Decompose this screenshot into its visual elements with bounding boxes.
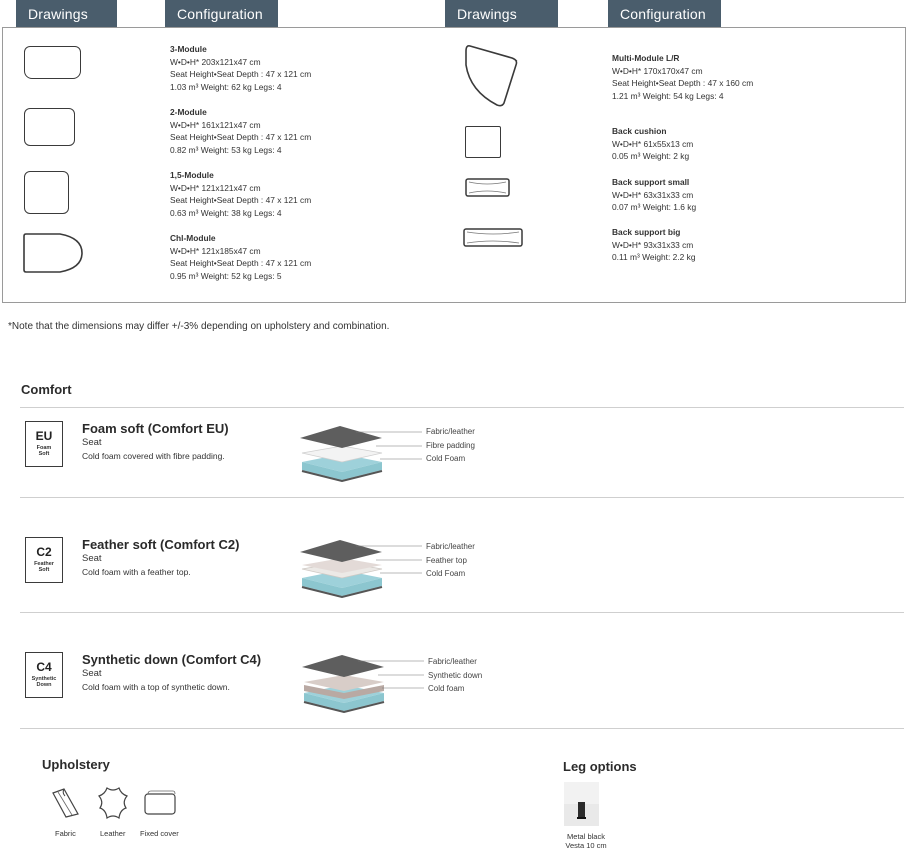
upholstery-heading: Upholstery: [42, 757, 110, 772]
fabric-icon: [50, 787, 82, 819]
foam-soft-layers-icon: [296, 420, 511, 482]
comfort-eu-badge: EU Foam Soft: [25, 421, 63, 467]
divider: [20, 497, 904, 498]
spec-one-five-module: 1,5-Module W•D•H* 121x121x47 cm Seat Height•Seat Depth : 47 x 121 cm 0.63 m³ Weight: 38 kg Legs: 4: [170, 170, 312, 218]
comfort-description: Cold foam with a feather top.: [82, 567, 191, 577]
layer-label: Cold Foam: [426, 454, 466, 463]
one-five-module-drawing: [24, 171, 69, 214]
comfort-type: Seat: [82, 553, 102, 564]
divider: [20, 407, 904, 408]
back-support-small-drawing: [465, 178, 510, 198]
feather-soft-layers-icon: [296, 536, 511, 598]
comfort-title: Foam soft (Comfort EU): [82, 421, 229, 436]
tab-configuration-left[interactable]: Configuration: [165, 0, 278, 27]
spec-two-module: 2-Module W•D•H* 161x121x47 cm Seat Height•Seat Depth : 47 x 121 cm 0.82 m³ Weight: 53 kg Legs: 4: [170, 107, 312, 155]
tab-drawings-right[interactable]: Drawings: [445, 0, 558, 27]
spec-three-module: 3-Module W•D•H* 203x121x47 cm Seat Height•Seat Depth : 47 x 121 cm 1.03 m³ Weight: 62 kg Legs: 4: [170, 44, 312, 92]
comfort-type: Seat: [82, 668, 102, 679]
fixed-cover-icon: [143, 790, 177, 816]
layer-label: Fibre padding: [426, 441, 475, 450]
two-module-drawing: [24, 108, 75, 146]
comfort-c4-badge: C4 Synthetic Down: [25, 652, 63, 698]
comfort-description: Cold foam with a top of synthetic down.: [82, 682, 230, 692]
synthetic-down-layers-icon: [298, 651, 513, 713]
layer-label: Fabric/leather: [428, 657, 477, 666]
spec-multi-module: Multi-Module L/R W•D•H* 170x170x47 cm Seat Height•Seat Depth : 47 x 160 cm 1.21 m³ Weight: 54 kg Legs: 4: [612, 53, 754, 101]
spec-chaise-module: Chl-Module W•D•H* 121x185x47 cm Seat Height•Seat Depth : 47 x 121 cm 0.95 m³ Weight: 52 kg Legs: 5: [170, 233, 312, 281]
dimension-note: *Note that the dimensions may differ +/-3% depending on upholstery and combination.: [8, 321, 390, 332]
tab-drawings-left[interactable]: Drawings: [16, 0, 117, 27]
layer-label: Feather top: [426, 556, 467, 565]
comfort-title: Synthetic down (Comfort C4): [82, 652, 262, 667]
three-module-drawing: [24, 46, 81, 79]
comfort-heading: Comfort: [21, 382, 72, 397]
multi-module-drawing: [462, 43, 522, 109]
upholstery-label: Fabric: [55, 829, 76, 838]
spec-back-support-small: Back support small W•D•H* 63x31x33 cm 0.07 m³ Weight: 1.6 kg: [612, 177, 697, 213]
layer-label: Fabric/leather: [426, 542, 475, 551]
leather-icon: [97, 786, 129, 820]
divider: [20, 612, 904, 613]
leg-option-label: Metal black Vesta 10 cm: [565, 832, 607, 850]
back-support-big-drawing: [463, 228, 523, 248]
layer-label: Fabric/leather: [426, 427, 475, 436]
metal-leg-image: [564, 782, 599, 826]
comfort-description: Cold foam covered with fibre padding.: [82, 451, 225, 461]
comfort-c2-badge: C2 Feather Soft: [25, 537, 63, 583]
leg-options-heading: Leg options: [563, 759, 637, 774]
divider: [20, 728, 904, 729]
upholstery-label: Leather: [100, 829, 126, 838]
back-cushion-drawing: [465, 126, 501, 158]
comfort-type: Seat: [82, 437, 102, 448]
drawings-configuration-panel: [2, 27, 906, 303]
spec-back-support-big: Back support big W•D•H* 93x31x33 cm 0.11 m³ Weight: 2.2 kg: [612, 227, 696, 263]
tab-configuration-right[interactable]: Configuration: [608, 0, 721, 27]
layer-label: Synthetic down: [428, 671, 483, 680]
layer-label: Cold Foam: [426, 569, 466, 578]
chaise-module-drawing: [22, 232, 84, 274]
spec-back-cushion: Back cushion W•D•H* 61x55x13 cm 0.05 m³ Weight: 2 kg: [612, 126, 694, 162]
comfort-title: Feather soft (Comfort C2): [82, 537, 240, 552]
layer-label: Cold foam: [428, 684, 465, 693]
upholstery-label: Fixed cover: [140, 829, 179, 838]
